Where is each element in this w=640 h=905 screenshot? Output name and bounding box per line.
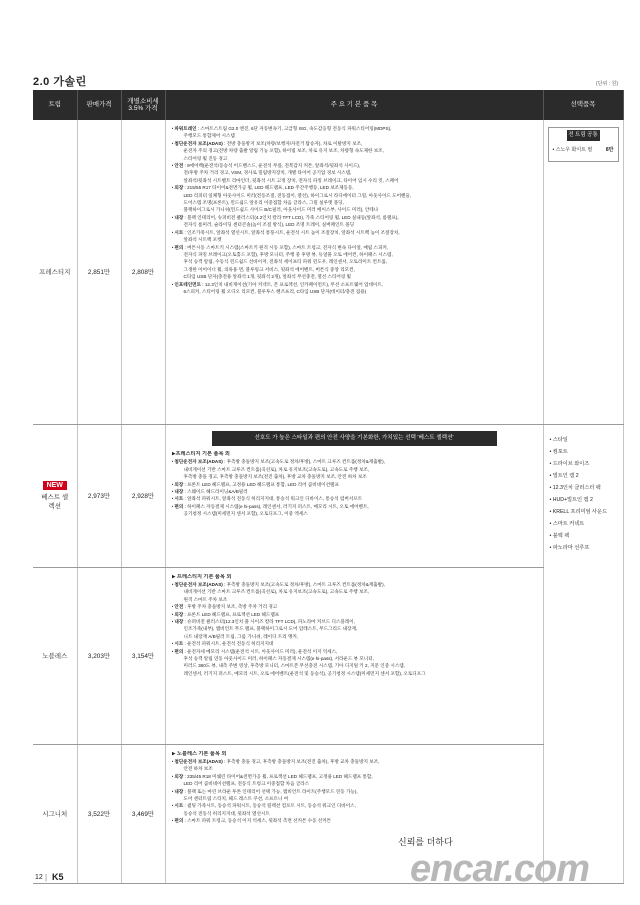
feature-line — [172, 229, 537, 236]
feature-text: : 스마트 파워 트렁크, 동승석 이지 억세스, 뒷좌석 측면 선커튼 수동 선커튼 — [183, 818, 332, 824]
option-list-item — [550, 482, 617, 494]
option-list-item — [550, 434, 617, 446]
feature-text: : 후측방 충돌방지 보조(고속도로 정차/후방), 스마트 크루즈 컨트롤(정차&재출발), — [222, 581, 385, 587]
feature-line — [172, 199, 537, 206]
feature-text: : 슈퍼비전 클러스터(12.3인치 풀 사이즈 칼라 TFT LCD), 파노라마 커브드 디스플레이, — [183, 618, 355, 624]
price-tax-cell: 2,928만 — [121, 424, 165, 567]
feature-label: 파워트레인 — [174, 126, 197, 131]
feature-text: 도어 센터트림 스티치, 헤드 레스트 쿠션, 소프트니 여 — [183, 795, 289, 801]
feature-text: 블랙하이그로시 가니쉬(윈드쉴드 사이드 B/C필러, 아웃사이드 미러 베이스부, 사이드 미러), 안테나 — [183, 207, 379, 213]
bullet-icon: • — [171, 788, 175, 794]
feature-line — [172, 281, 537, 288]
feature-label: 편의 — [174, 818, 184, 824]
footer-model-name: K5 — [52, 872, 64, 882]
feature-label: 내장 — [174, 618, 184, 624]
feature-label: 내장 — [174, 488, 184, 494]
feature-label: 내장 — [174, 214, 184, 220]
feature-text: LED 리피터 일체형 아웃사이드 미러(전동조절, 전동접이, 열선), 하이그로시 라디에이터 그릴, 아웃사이드 도어핸들, — [183, 192, 412, 198]
bullet-icon: • — [549, 532, 553, 539]
feature-text: : 전방 충돌방지 보조(차량/보행자/자전거 탑승자), 차로 이탈방지 보조, — [222, 140, 363, 146]
common-option-header: 전 트림 공통 — [567, 130, 600, 141]
common-option-box — [548, 127, 619, 162]
feature-text: 후측방 충돌 경고, 후측방 충돌방지 보조(전진 출차), 후방 교차 충돌방지 보조, 안전 하차 보조 — [183, 474, 367, 480]
feature-line — [172, 155, 537, 162]
bullet-icon: • — [171, 604, 175, 610]
feature-line — [172, 266, 537, 273]
feature-label: 첨단운전자 보조(ADAS) — [174, 581, 223, 587]
feature-line — [172, 214, 537, 221]
bullet-icon: • — [549, 448, 553, 455]
table-row — [33, 424, 623, 567]
feature-text: 주행모드 통합제어 시스템 — [183, 133, 235, 139]
option-list-label: 스타일 — [552, 436, 568, 443]
feature-line — [172, 596, 537, 603]
feature-section-head: ▶ 노블레스 기본 품목 외 — [171, 750, 227, 757]
feature-text: 원격 스마트 주차 보조 — [183, 596, 228, 602]
feature-line — [172, 466, 537, 473]
feature-label: 시트 — [174, 229, 184, 235]
feature-label: 시트 — [174, 641, 184, 647]
feature-text: 그생한 이어이너 휠, 의류용 면, 블루링크 서비스, 뒷좌석 에어벤트, 버튼식 중앙 리모컨, — [183, 266, 355, 272]
option-list-label: HUD+빌트인 캠 2 — [552, 496, 593, 503]
option-list — [550, 434, 617, 554]
feature-text: : 프론트 LED 헤드램프, 프로젝션 LED 헤드램프 — [183, 611, 280, 617]
feature-label: 안전 — [174, 604, 184, 610]
unit-note: (단위 : 원) — [596, 81, 618, 87]
feature-label: 첨단운전자 보조(ADAS) — [174, 758, 223, 764]
features-cell — [165, 120, 543, 424]
trim-name: 시그니처 — [42, 811, 68, 818]
price-tax-cell: 2,808만 — [121, 120, 165, 424]
feature-label: 외장 — [174, 611, 184, 617]
feature-text: 공기청정 시스템(미세먼지 센서 포함), 오토디포그, 이중 엑세스 — [183, 511, 308, 517]
option-list-label: 12.3인치 클러스터 팩 — [552, 484, 601, 491]
feature-line — [172, 236, 537, 243]
feature-text: 니트 내장재 A/B필러 트림, 그롭 가니쉬, 레이디 트리 앵커, — [183, 633, 299, 639]
feature-text: : 운전자세 메모리 시스템(운전석 시트, 아웃사이드 미러), 운전석 이지 억세스, — [183, 648, 338, 654]
option-list-label: 스마트 커넥트 — [552, 520, 585, 527]
feature-line — [172, 244, 537, 251]
feature-text: : 블랙 또는 마린 브라운 투톤 인테리어 선택 가능, 앰비언트 라이트(주행모드 연동 가능), — [183, 788, 358, 794]
options-list-cell — [543, 424, 623, 883]
feature-label: 안전 — [174, 163, 184, 169]
feature-text: 동승석 전동식 허리지지대, 뒷좌석 열선시트 — [183, 810, 270, 816]
feature-label: 편의 — [174, 648, 184, 654]
option-list-label: 드라이브 와이즈 — [552, 460, 590, 467]
best-selection-banner: 선호도 가 높은 스타일과 편의 안전 사양을 기본화한, 가치있는 선택 '베스트 셀렉션' — [212, 431, 497, 446]
bullet-icon: • — [171, 758, 175, 764]
feature-text: : 12.3인치 내비게이션(기아 커넥트, 폰 프로젝션, 인카페이먼트), 무선 소프트웨어 업데이트, — [201, 281, 384, 287]
features-cell — [165, 424, 543, 567]
common-option-item — [549, 143, 618, 160]
col-header-price-tax: 개별소비세 3.5% 가격 — [121, 90, 165, 120]
feature-line — [172, 625, 537, 632]
option-list-item — [550, 458, 617, 470]
bullet-icon: • — [549, 508, 553, 515]
feature-text: : 퀼팅 가죽시트, 동승석 파워시트, 동승석 릴렉션 컴포트 시트, 동승석 워크인 디바이스, — [183, 803, 356, 809]
feature-line — [172, 125, 537, 132]
option-list-item — [550, 506, 617, 518]
bullet-icon: • — [171, 648, 175, 654]
feature-section-head: ▶프레스티지 기본 품목 외 — [171, 450, 230, 457]
price-tax-cell: 3,469만 — [121, 744, 165, 883]
page-title: 2.0 가솔린 — [33, 76, 87, 88]
feature-line — [172, 251, 537, 258]
feature-label: 편의 — [174, 244, 184, 250]
feature-text: 6스피커, 스티어링 휠 오디오 리모컨, 블루투스 핸즈프리, C타입 USB 단자(데이터/충전 겸용) — [183, 288, 367, 294]
feature-text: 레인센서, 러기지 퍼스트, 메모리 시트, 오토 에어벤트(운전석 및 동승석), 공기청정 시스템(미세먼지 센서 포함), 오토디포그 — [183, 670, 426, 676]
price-cell: 2,851만 — [77, 120, 121, 424]
feature-line — [172, 510, 537, 517]
feature-line — [172, 184, 537, 191]
options-cell — [543, 120, 623, 424]
bullet-icon: • — [171, 163, 175, 169]
price-table — [33, 90, 624, 884]
feature-text: C타입 USB 단자(충전용 앞좌석 1개, 뒷좌석 2개), 앞좌석 무선충전, 열선 스티어링 휠 — [183, 274, 351, 280]
feature-line — [172, 802, 537, 809]
feature-text: : 후방 주차 충돌방지 보조, 측방 주차 거리 경고 — [183, 604, 278, 610]
feature-section-head: ▶ 프레스티지 기본 품목 외 — [171, 573, 232, 580]
table-header-row — [33, 90, 623, 120]
features-cell — [165, 567, 543, 744]
feature-line — [172, 140, 537, 147]
feature-line — [172, 503, 537, 510]
bullet-icon: • — [171, 229, 175, 235]
feature-text: 전자식 파킹 브레이크(오토홀드 포함), 후방 모니터, 주행 중 후방 뷰, 듀얼풀 오토 에어컨, 하이패스 시스템, — [183, 251, 393, 257]
feature-text: : 블랙 인테리어, 슈퍼비전 클러스터(4.2인치 칼라 TFT LCD), 가죽 스티어링 휠, LED 실내등(앞좌석, 룸램프), — [183, 214, 399, 220]
feature-line — [172, 273, 537, 280]
col-header-options: 선택품목 — [543, 90, 623, 120]
feature-line — [172, 177, 537, 184]
feature-line — [172, 588, 537, 595]
bullet-icon: • — [171, 496, 175, 502]
footer-divider: | — [45, 873, 48, 882]
feature-line — [172, 481, 537, 488]
bullet-icon: • — [171, 503, 175, 509]
option-list-label: 파노라마 선루프 — [552, 544, 590, 551]
feature-line — [172, 611, 537, 618]
trim-name: 노블레스 — [42, 653, 68, 660]
feature-text: : 스웨이드 헤드라이닝&A/B필러 — [183, 488, 248, 494]
trim-cell — [33, 567, 77, 744]
bullet-icon: • — [171, 185, 175, 191]
option-list-item — [550, 542, 617, 554]
feature-text: 안전 하차 보조 — [183, 766, 213, 772]
feature-text: : 버튼시동 스마트키 시스템(스마트키 원격 시동 포함), 스마트 트렁크, 전자식 변속 다이얼, 매립 스피커, — [183, 244, 389, 250]
option-list-label: 블랙 팩 — [552, 532, 570, 539]
trim-name: 베스트 셀렉션 — [41, 494, 69, 510]
feature-text: : 운전석 파워시트, 운전석 전동식 허리지지대 — [183, 641, 274, 647]
feature-line — [172, 648, 537, 655]
feature-text: 앞좌석 시트백 포켓 — [183, 237, 222, 243]
trim-cell — [33, 744, 77, 883]
bullet-icon: • — [171, 773, 175, 779]
feature-text: : 후측방 충돌 경고, 후측방 충돌방지 보조(전진 출차), 후방 교차 충돌방지 보조, — [222, 758, 380, 764]
table-row — [33, 120, 623, 424]
feature-line — [172, 780, 537, 787]
feature-line — [172, 206, 537, 213]
bullet-icon: • — [171, 641, 175, 647]
price-cell: 3,203만 — [77, 567, 121, 744]
feature-text: : 후측방 충돌방지 보조(고속도로 정차/후방), 스마트 크루즈 컨트롤(정차&재출발), — [222, 459, 385, 465]
col-header-trim: 트림 — [33, 90, 77, 120]
feature-text: LED 리어 콤비네이션램프, 전동식 트렁크 이중접합 차음 글라스 — [183, 781, 310, 787]
feature-text: : 하이패스 자동결제 시스템(e hi-pass), 레인센서, 러기지 퍼스트, 메모리 시트, 오토 에어벤트, — [183, 503, 369, 509]
feature-line — [172, 618, 537, 625]
option-list-label: 빌트인 캠 2 — [552, 472, 579, 479]
option-list-label: 컴포트 — [552, 448, 568, 455]
feature-text: 후석 승객 알림, 수동식 윈드쉴드 선바이저, 전좌석 세이프티 파워 윈도우, 레인센서, 오토라이트 컨트롤, — [183, 259, 388, 265]
feature-text: 스티어링 휠 진동 경고 — [183, 155, 228, 161]
feature-line — [172, 258, 537, 265]
bullet-icon: • — [549, 484, 553, 491]
feature-line — [172, 288, 537, 295]
feature-line — [172, 817, 537, 824]
feature-text: 운전자 주의 경고(전방 차량 출발 알림 기능 포함), 하이빔 보조, 차로 유지 보조, 차량형 속도제한 보조, — [183, 148, 384, 154]
option-list-item — [550, 494, 617, 506]
feature-text: 내비게이션 기반 스마트 크루즈 컨트롤(곡선로), 차로 유지보조(고속도로), 고속도로 주행 보조, — [183, 466, 370, 472]
brand-signature: 신뢰를 더하다 — [398, 837, 453, 847]
feature-text: 도어스텝 조명(프론트), 윈드쉴드 앞유리 이중접합 차음 글라스, 그릴 실루엣 몰딩, — [183, 200, 344, 206]
bullet-icon: • — [171, 618, 175, 624]
feature-line — [172, 788, 537, 795]
option-list-item — [550, 518, 617, 530]
feature-text: : 프론트 LED 헤드램프, 고정용 LED 헤드램프 통합, LED 리어 콤비네이션램프 — [183, 481, 339, 487]
trim-cell — [33, 120, 77, 424]
price-cell: 2,973만 — [77, 424, 121, 567]
feature-text: 전자식 룸미러, 슬라이딩 센터콘솔(높이 조절 방식), LED 조명 트레이, 실버페인트 몰딩 — [183, 222, 355, 228]
option-list-item — [550, 446, 617, 458]
feature-line — [172, 765, 537, 772]
feature-text: : 스마트스트림 G2.0 엔진, 6단 자동변속기, 고급형 ISG, 속도감응형 전동식 파워스티어링(MDPS), — [196, 126, 392, 131]
feature-line — [172, 603, 537, 610]
feature-line — [172, 795, 537, 802]
feature-line — [172, 473, 537, 480]
bullet-icon: • — [549, 460, 553, 467]
feature-label: 첨단운전자 보조(ADAS) — [174, 459, 223, 465]
col-header-features: 주 요 기 본 품 목 — [165, 90, 543, 120]
bullet-icon: • — [171, 281, 175, 287]
bullet-icon: • — [171, 244, 175, 250]
option-item-price: 8만 — [605, 147, 614, 154]
feature-text: : 235/45 R18 미쉐린 타이어&전면가공 휠, 프로젝션 LED 헤드램프, 고정용 LED 헤드램프 통합, — [183, 773, 373, 779]
feature-label: 외장 — [174, 773, 184, 779]
feature-text: 전/후방 주차 거리 경고, VSM, 경사로 밀림방지장치, 개별 타이어 공기압 경보 시스템, — [183, 170, 352, 176]
bullet-icon: • — [171, 803, 175, 809]
feature-text: 인조가죽(내부), 앰비언트 무드 램프, 블랙하이그로시 도어 암레스트, 무드그리드 내장재, — [183, 626, 358, 632]
feature-text: : 앞좌석 파워시트, 앞좌석 전동식 허리지지대, 통승석 워크인 디바이스, 통승석 럼버서포트 — [183, 496, 363, 502]
feature-line — [172, 495, 537, 502]
feature-label: 편의 — [174, 503, 184, 509]
bullet-icon: • — [171, 611, 175, 617]
price-cell: 3,522만 — [77, 744, 121, 883]
feature-line — [172, 132, 537, 139]
new-badge: NEW — [43, 481, 67, 490]
feature-line — [172, 758, 537, 765]
feature-label: 내장 — [174, 788, 184, 794]
option-item-label: • 스노우 화이트 펄 — [552, 147, 593, 154]
bullet-icon: • — [549, 496, 553, 503]
feature-line — [172, 670, 537, 677]
feature-line — [172, 221, 537, 228]
bullet-icon: • — [171, 481, 175, 487]
feature-line — [172, 147, 537, 154]
feature-label: 외장 — [174, 185, 184, 191]
feature-line — [172, 810, 537, 817]
feature-label: 시트 — [174, 803, 184, 809]
feature-text: : 인조가죽시트, 앞좌석 열선시트, 앞좌석 통풍시트, 운전석 시트 높이 조절장치, 앞좌석 시트백 높이 조절장치, — [183, 229, 400, 235]
feature-label: 인포테인먼트 — [174, 281, 202, 287]
option-list-item — [550, 530, 617, 542]
option-list-item — [550, 470, 617, 482]
feature-text: 앞좌석/뒷좌석 시트벨트 리마인더, 뒷좌석 시트 고정 장치, 전자식 파킹 브레이크, 타이어 임시 수리 킷, 스페어 — [183, 177, 399, 183]
bullet-icon: • — [549, 436, 553, 443]
bullet-icon: • — [549, 520, 553, 527]
feature-line — [172, 640, 537, 647]
bullet-icon: • — [171, 581, 175, 587]
feature-line — [172, 458, 537, 465]
feature-line — [172, 169, 537, 176]
watermark-logo — [410, 848, 589, 891]
table-row — [33, 567, 623, 744]
feature-label: 시트 — [174, 496, 184, 502]
bullet-icon: • — [171, 818, 175, 824]
bullet-icon: • — [171, 459, 175, 465]
feature-line — [172, 633, 537, 640]
feature-text: : 215/55 R17 타이어&전면가공 휠, LED 헤드램프, LED 주간주행등, LED 보조제동등, — [183, 185, 354, 191]
feature-text: : 9에어백(운전석/동승석 어드밴스드, 운전석 무릎, 전복감지 커튼, 앞좌석/뒷좌석 사이드), — [183, 163, 361, 169]
option-list-label: KRELL 프리미엄 사운드 — [552, 508, 607, 515]
feature-line — [172, 162, 537, 169]
trim-cell — [33, 424, 77, 567]
feature-line — [172, 581, 537, 588]
bullet-icon: • — [171, 214, 175, 220]
feature-line — [172, 655, 537, 662]
feature-label: 첨단운전자 보조(ADAS) — [174, 140, 223, 146]
page-number: 12 — [35, 874, 43, 881]
bullet-icon: • — [549, 544, 553, 551]
feature-text: 미러드 360도 뷰, 내측 주변 영상, 후측방 모니터, 스마트폰 무선충전 시스템, 기아 디지털 키 2, 지문 인증 시스템, — [183, 663, 406, 669]
feature-label: 외장 — [174, 481, 184, 487]
feature-text: 후석 승객 알림 연동 아웃사이드 미러, 하이패스 자동결제 시스템(e hi-pass), 서라운드 뷰 모니터, — [183, 655, 374, 661]
feature-line — [172, 488, 537, 495]
feature-line — [172, 192, 537, 199]
bullet-icon: • — [171, 140, 175, 146]
watermark-text: encar.com — [410, 848, 589, 890]
col-header-price: 판매가격 — [77, 90, 121, 120]
feature-line — [172, 773, 537, 780]
bullet-icon: • — [171, 488, 175, 494]
feature-line — [172, 662, 537, 669]
bullet-icon: • — [549, 472, 553, 479]
bullet-icon: • — [171, 126, 175, 131]
trim-name: 프레스티지 — [39, 269, 71, 277]
price-tax-cell: 3,154만 — [121, 567, 165, 744]
feature-text: 내비게이션 기반 스마트 크루즈 컨트롤(곡선로), 차로 유지보조(고속도로), 고속도로 주행 보조, — [183, 589, 370, 595]
